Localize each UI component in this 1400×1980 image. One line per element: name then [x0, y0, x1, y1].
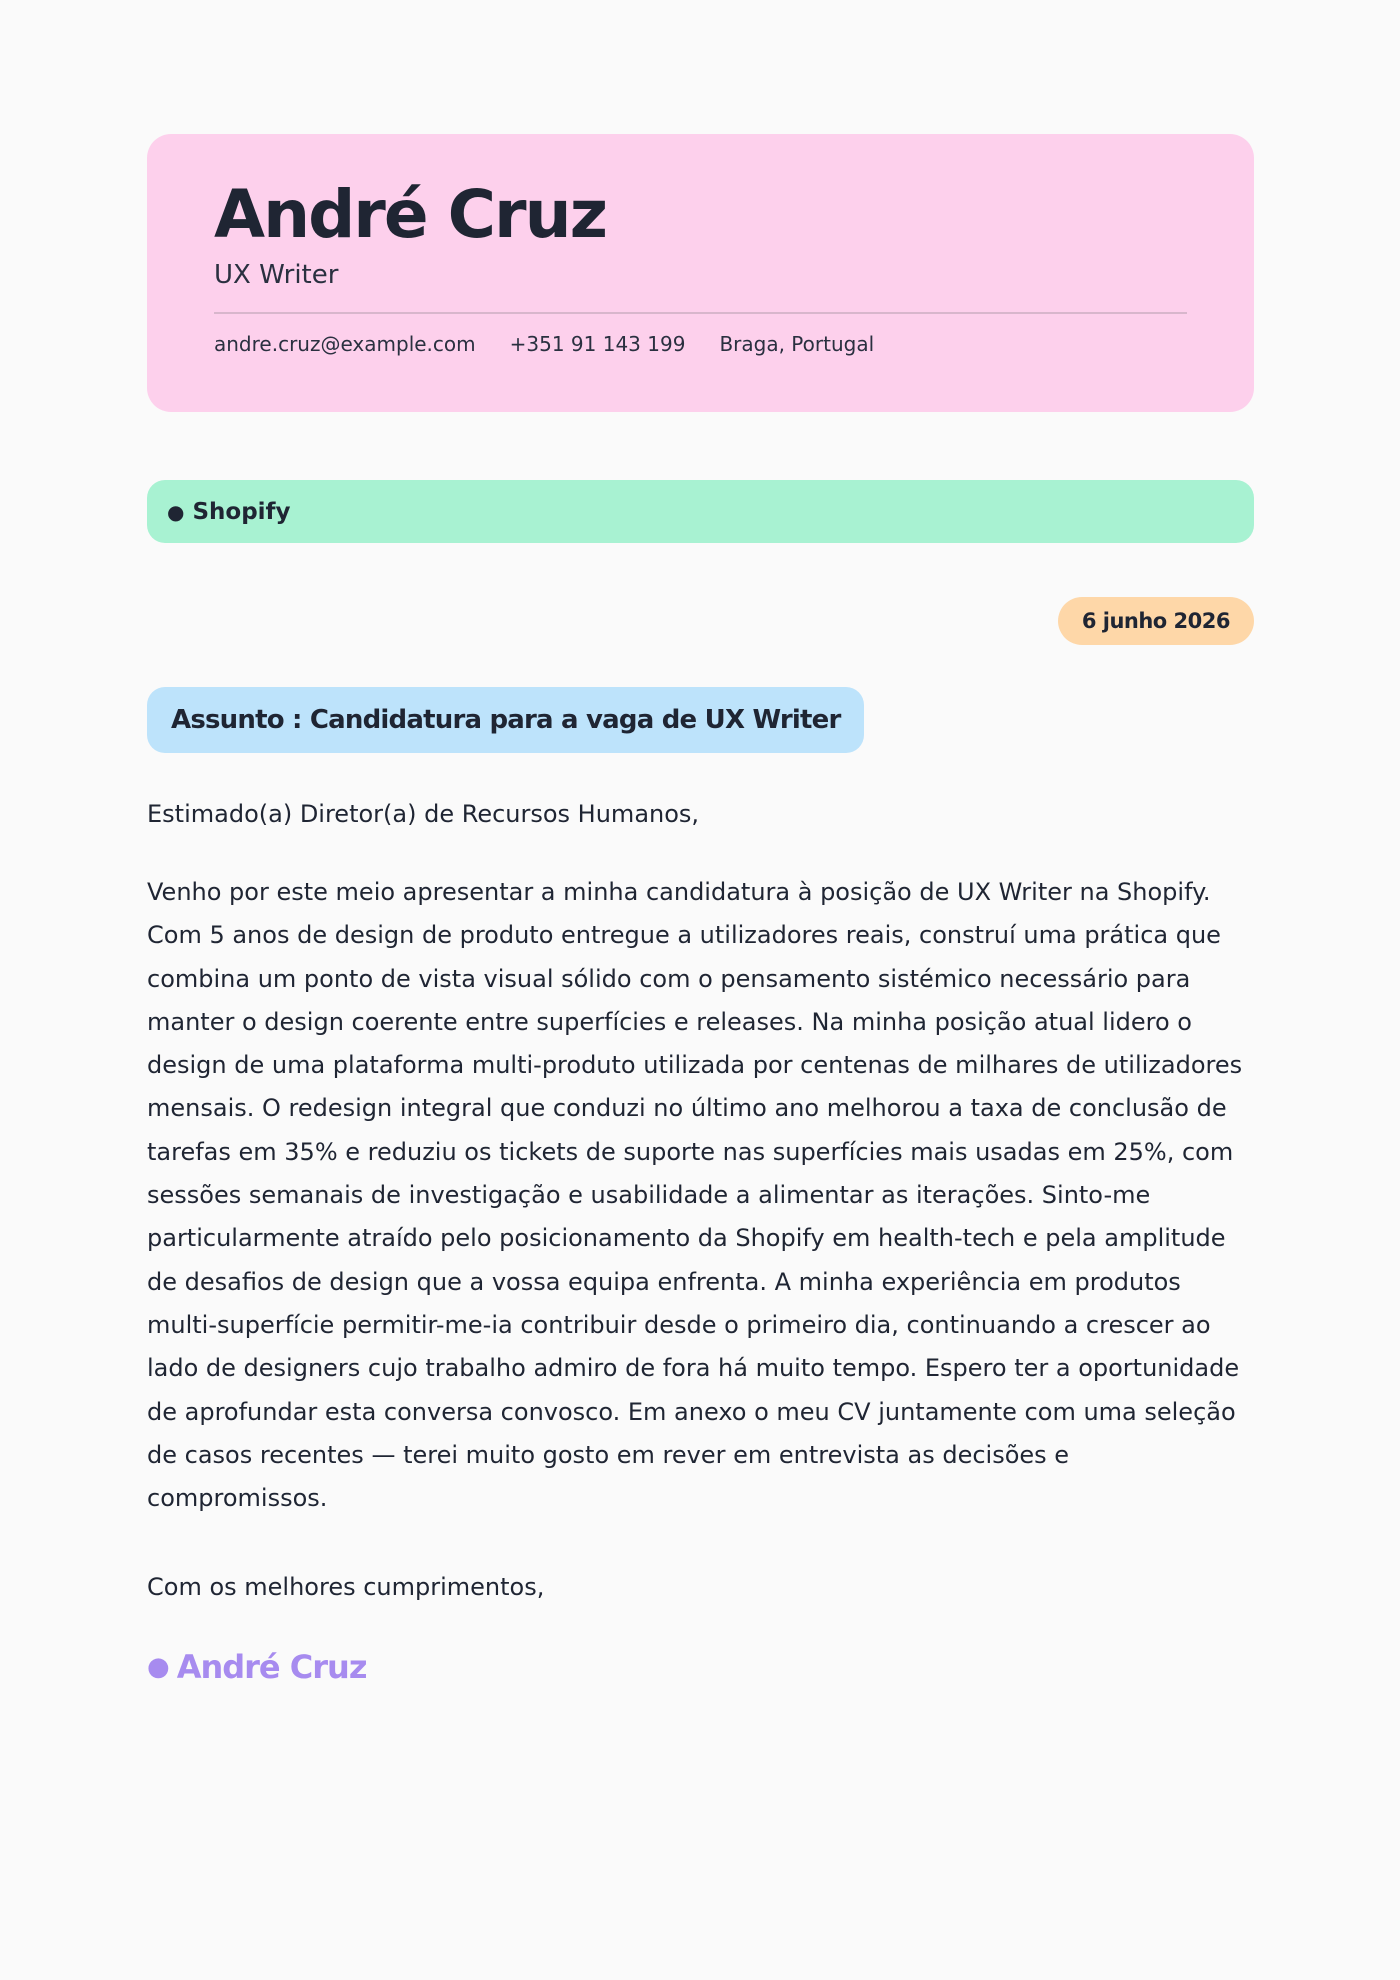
company-name: Shopify: [192, 498, 291, 525]
applicant-role: UX Writer: [214, 260, 339, 290]
date-badge: 6 junho 2026: [1058, 597, 1254, 645]
signature-name: André Cruz: [176, 1648, 367, 1687]
date-row: [147, 597, 1254, 645]
company-banner: [147, 480, 1254, 543]
letter-body: Venho por este meio apresentar a minha candidatura à posição de UX Writer na Shopify. Com 5 anos de design de produto entregue a utilizadores reais, construí uma prática que combina um ponto de vista visual sólido com o pensamento sistémico necessário para manter o design coerente entre superfícies e releases. Na minha posição atual lidero o design de uma plataforma multi-produto utilizada por centenas de milhares de utilizadores mensais. O redesign integral que conduzi no último ano melhorou a taxa de conclusão de tarefas em 35% e reduziu os tickets de suporte nas superfícies mais usadas em 25%, com sessões semanais de investigação e usabilidade a alimentar as iterações. Sinto-me particularmente atraído pelo posicionamento da Shopify em health-tech e pela amplitude de desafios de design que a vossa equipa enfrenta. A minha experiência em produtos multi-superfície permitir-me-ia contribuir desde o primeiro dia, continuando a crescer ao lado de designers cujo trabalho admiro de fora há muito tempo. Espero ter a oportunidade de aprofundar esta conversa convosco. Em anexo o meu CV juntamente com uma seleção de casos recentes — terei muito gosto em rever em entrevista as decisões e compromissos.: [147, 878, 1243, 1513]
subject-line: Assunto : Candidatura para a vaga de UX Writer: [147, 687, 864, 753]
header-divider: [214, 312, 1187, 314]
contact-phone: +351 91 143 199: [509, 332, 686, 356]
contact-location: Braga, Portugal: [719, 332, 875, 356]
cover-letter: [147, 134, 1254, 1686]
bullet-icon: ●: [167, 499, 185, 524]
applicant-name: André Cruz: [214, 176, 606, 253]
contact-info: [214, 330, 1187, 358]
header-card: [147, 134, 1254, 412]
signature: [147, 1648, 1254, 1686]
contact-email: andre.cruz@example.com: [214, 332, 476, 356]
closing: Com os melhores cumprimentos,: [147, 1573, 545, 1602]
salutation: Estimado(a) Diretor(a) de Recursos Humanos,: [147, 800, 700, 828]
bullet-icon: ●: [147, 1652, 169, 1683]
